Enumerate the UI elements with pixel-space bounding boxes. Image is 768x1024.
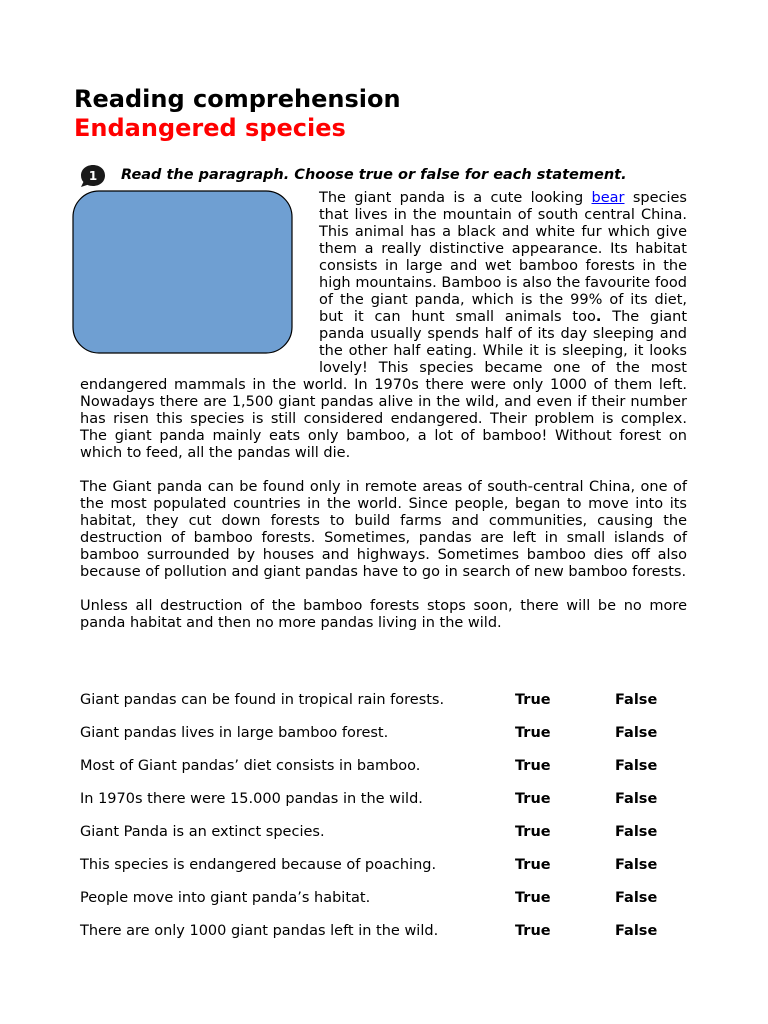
statement-row — [80, 690, 700, 723]
true-option[interactable]: True — [515, 758, 551, 774]
false-option[interactable]: False — [615, 923, 658, 939]
statement-row — [80, 723, 700, 756]
true-option[interactable]: True — [515, 923, 551, 939]
paragraph-3: Unless all destruction of the bamboo forests stops soon, there will be no more panda habitat and then no more pandas living in the wild. — [80, 598, 687, 631]
statement-row — [80, 756, 700, 789]
page-title — [74, 85, 401, 143]
reading-passage — [80, 190, 687, 649]
true-option[interactable]: True — [515, 725, 551, 741]
false-option[interactable]: False — [615, 692, 658, 708]
statement-text: In 1970s there were 15.000 pandas in the wild. — [80, 791, 423, 807]
statement-text: Giant Panda is an extinct species. — [80, 824, 325, 840]
statement-row — [80, 822, 700, 855]
true-option[interactable]: True — [515, 791, 551, 807]
bear-link[interactable]: bear — [591, 190, 625, 206]
statement-row — [80, 789, 700, 822]
instruction-text: Read the paragraph. Choose true or false for each statement. — [121, 167, 627, 183]
true-false-list — [80, 690, 700, 954]
statement-text: Giant pandas can be found in tropical rain forests. — [80, 692, 445, 708]
statement-row — [80, 855, 700, 888]
true-option[interactable]: True — [515, 692, 551, 708]
exercise-number-icon — [80, 164, 106, 188]
page-subtitle: Endangered species — [74, 114, 346, 142]
exercise-number: 1 — [88, 169, 98, 183]
false-option[interactable]: False — [615, 890, 658, 906]
false-option[interactable]: False — [615, 725, 658, 741]
statement-text: People move into giant panda’s habitat. — [80, 890, 371, 906]
true-option[interactable]: True — [515, 824, 551, 840]
true-option[interactable]: True — [515, 890, 551, 906]
false-option[interactable]: False — [615, 857, 658, 873]
exercise-instruction — [80, 162, 700, 190]
statement-text: There are only 1000 giant pandas left in the wild. — [80, 923, 439, 939]
paragraph-2: The Giant panda can be found only in remote areas of south-central China, one of the most populated countries in the world. Since people, began to move into its habitat, they cut down forests to build farms and communities, causing the destruction of bamboo forests. Sometimes, pandas are left in small islands of bamboo surrounded by houses and highways. Sometimes bamboo dies off also because of pollution and giant pandas have to go in search of new bamboo forests. — [80, 479, 687, 580]
title-text: Reading comprehension — [74, 85, 401, 113]
statement-row — [80, 888, 700, 921]
statement-text: This species is endangered because of poaching. — [80, 857, 437, 873]
false-option[interactable]: False — [615, 758, 658, 774]
false-option[interactable]: False — [615, 824, 658, 840]
false-option[interactable]: False — [615, 791, 658, 807]
true-option[interactable]: True — [515, 857, 551, 873]
statement-text: Most of Giant pandas’ diet consists in bamboo. — [80, 758, 421, 774]
statement-row — [80, 921, 700, 954]
statement-text: Giant pandas lives in large bamboo forest. — [80, 725, 389, 741]
paragraph-1: The giant panda is a cute looking bear species that lives in the mountain of south central China. This animal has a black and white fur which give them a really distinctive appearance. Its habitat consists in large and wet bamboo forests in the high mountains. Bamboo is also the favourite food of the giant panda, which is the 99% of its diet, but it can hunt small animals too. The giant panda usually spends half of its day sleeping and the other half eating. While it is sleeping, it looks lovely! This species became one of the most endangered mammals in the world. In 1970s there were only 1000 of them left. Nowadays there are 1,500 giant pandas alive in the wild, and even if their number has risen this species is still considered endangered. Their problem is complex. The giant panda mainly eats only bamboo, a lot of bamboo! Without forest on which to feed, all the pandas will die. — [80, 190, 688, 461]
